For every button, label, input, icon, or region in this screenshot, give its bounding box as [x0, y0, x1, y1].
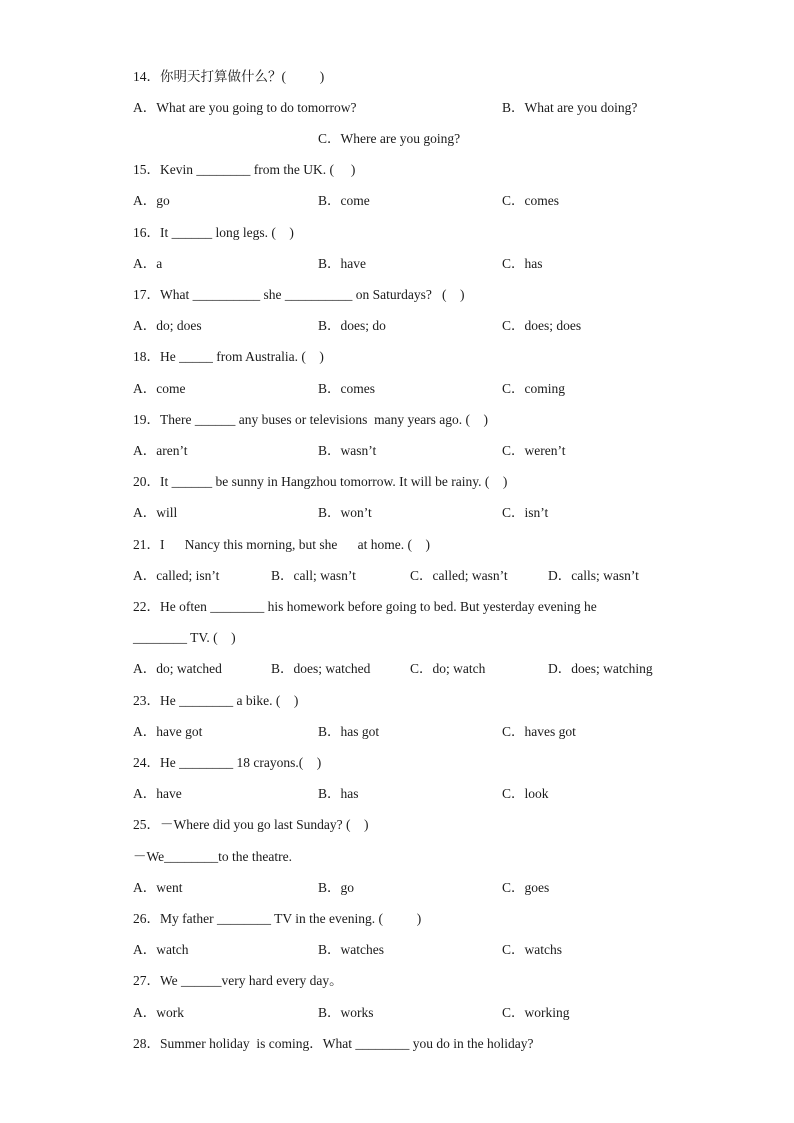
question-22-stem-continued: ________ TV. ( ) — [133, 630, 236, 645]
question-26-option-c: C．watchs — [502, 942, 562, 957]
question-19-option-c: C．weren’t — [502, 443, 566, 458]
question-25-option-c: C．goes — [502, 880, 550, 895]
question-24-option-b: B．has — [318, 786, 359, 801]
question-20-option-c: C．isn’t — [502, 505, 549, 520]
question-19-option-a: A．aren’t — [133, 443, 188, 458]
question-18-option-c: C．coming — [502, 381, 565, 396]
question-26-option-a: A．watch — [133, 942, 189, 957]
question-27-stem: 27．We ______very hard every day。 — [133, 973, 343, 988]
question-21-option-b: B．call; wasn’t — [271, 568, 356, 583]
question-16-option-c: C．has — [502, 256, 543, 271]
question-23-option-b: B．has got — [318, 724, 380, 739]
question-18-option-a: A．come — [133, 381, 186, 396]
question-27-option-a: A．work — [133, 1005, 184, 1020]
question-21-option-a: A．called; isn’t — [133, 568, 220, 583]
question-16-stem: 16．It ______ long legs. ( ) — [133, 225, 294, 240]
question-22-option-d: D．does; watching — [548, 661, 653, 676]
question-15-option-a: A．go — [133, 193, 170, 208]
question-20-option-a: A．will — [133, 505, 178, 520]
question-22-option-c: C．do; watch — [410, 661, 486, 676]
question-23-stem: 23．He ________ a bike. ( ) — [133, 693, 299, 708]
question-19-stem: 19．There ______ any buses or televisions many years ago. ( ) — [133, 412, 489, 427]
question-17-option-b: B．does; do — [318, 318, 386, 333]
question-28-stem: 28．Summer holiday is coming．What ________ you do in the holiday? — [133, 1036, 534, 1051]
question-26-option-b: B．watches — [318, 942, 384, 957]
question-24-option-c: C．look — [502, 786, 549, 801]
question-17-stem: 17．What __________ she __________ on Saturdays? ( ) — [133, 287, 465, 302]
question-25-stem-continued: －We________to the theatre. — [133, 849, 292, 864]
question-16-option-b: B．have — [318, 256, 366, 271]
question-20-stem: 20．It ______ be sunny in Hangzhou tomorrow. It will be rainy. ( ) — [133, 474, 508, 489]
question-15-stem: 15．Kevin ________ from the UK. ( ) — [133, 162, 356, 177]
question-25-option-b: B．go — [318, 880, 355, 895]
question-21-stem: 21．I Nancy this morning, but she at home. ( ) — [133, 537, 430, 552]
question-17-option-c: C．does; does — [502, 318, 582, 333]
question-17-option-a: A．do; does — [133, 318, 202, 333]
question-27-option-b: B．works — [318, 1005, 374, 1020]
question-18-option-b: B．comes — [318, 381, 375, 396]
question-26-stem: 26．My father ________ TV in the evening. ( ) — [133, 911, 422, 926]
question-18-stem: 18．He _____ from Australia. ( ) — [133, 349, 324, 364]
question-21-option-d: D．calls; wasn’t — [548, 568, 639, 583]
question-16-option-a: A．a — [133, 256, 163, 271]
question-23-option-a: A．have got — [133, 724, 203, 739]
question-22-stem: 22．He often ________ his homework before going to bed. But yesterday evening he — [133, 599, 597, 614]
question-25-stem: 25．－Where did you go last Sunday? ( ) — [133, 817, 369, 832]
question-15-option-b: B．come — [318, 193, 370, 208]
question-20-option-b: B．won’t — [318, 505, 372, 520]
question-23-option-c: C．haves got — [502, 724, 576, 739]
question-21-option-c: C．called; wasn’t — [410, 568, 508, 583]
question-14-option-a: A．What are you going to do tomorrow? — [133, 100, 357, 115]
question-25-option-a: A．went — [133, 880, 183, 895]
question-22-option-b: B．does; watched — [271, 661, 371, 676]
question-14-stem: 14．你明天打算做什么？( ) — [133, 69, 325, 84]
question-22-option-a: A．do; watched — [133, 661, 222, 676]
question-14-option-c: C．Where are you going? — [318, 131, 461, 146]
question-24-stem: 24．He ________ 18 crayons.( ) — [133, 755, 322, 770]
question-19-option-b: B．wasn’t — [318, 443, 377, 458]
question-24-option-a: A．have — [133, 786, 182, 801]
question-27-option-c: C．working — [502, 1005, 570, 1020]
question-14-option-b: B．What are you doing? — [502, 100, 638, 115]
question-15-option-c: C．comes — [502, 193, 559, 208]
